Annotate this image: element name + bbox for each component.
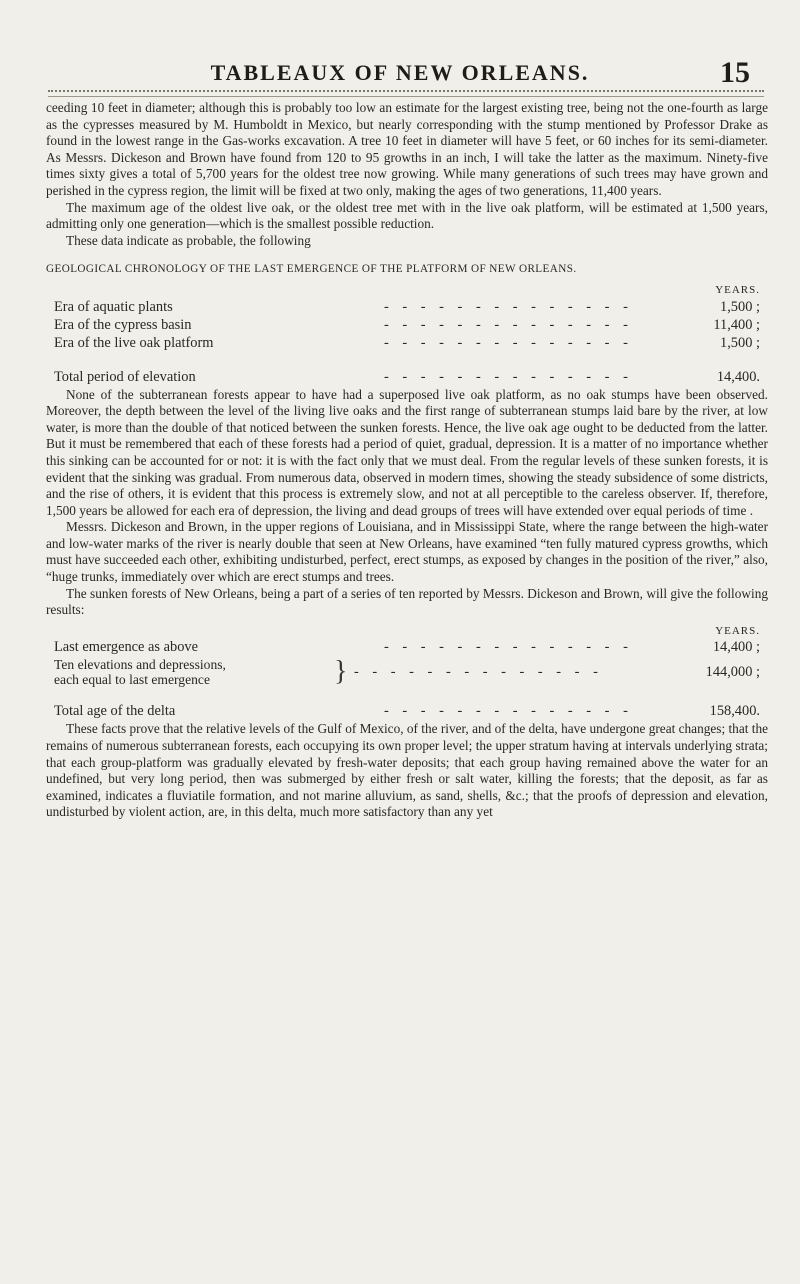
page-number: 15 [720, 56, 750, 89]
table-row [54, 639, 760, 657]
leader-dots: - - - - - - - - - - - - - - [354, 664, 603, 681]
running-head: TABLEAUX OF NEW ORLEANS. [210, 60, 590, 85]
chronology-title: GEOLOGICAL CHRONOLOGY OF THE LAST EMERGENCE OF THE PLATFORM OF NEW ORLEANS. [46, 263, 577, 276]
row-label-line: each equal to last emergence [54, 672, 210, 688]
row-value: 11,400 ; [713, 316, 760, 333]
total-row [54, 369, 760, 387]
years-label: YEARS. [715, 283, 760, 296]
chronology-table [54, 299, 760, 387]
table-row [54, 335, 760, 353]
paragraph: None of the subterranean forests appear to have had a superposed live oak platform, as no oak stumps have been observed. Moreover, the depth between the level of the living live oaks and the first range of subterranean stumps laid bare by the river, at low water, is more than the double of that noticed between the sunken forests. Hence, the live oak age ought to be deducted from the latter. But it must be remembered that each of these forests had a period of quiet, gradual, depression. It is a matter of no importance whether this sinking can be accounted for or not: it is with the fact only that we must deal. From the regular levels of these sunken forests, it is evident that the sinking was gradual. From numerous data, observed in modern times, showing the steady subsidence of some districts, and the rise of others, it is evident that this process is extremely slow, and not at all perceptible to the careless observer. If, therefore, 1,500 years be allowed for each era of depression, the living and dead groups of trees will have extended over equal periods of time . [46, 386, 768, 518]
paragraph: The maximum age of the oldest live oak, or the oldest tree met with in the live oak platform, will be estimated at 1,500 years, admitting only one generation—which is the smallest possible reduction. [46, 199, 768, 232]
total-value: 14,400. [716, 368, 760, 385]
paragraph: These data indicate as probable, the following [66, 232, 311, 248]
row-label [54, 657, 334, 687]
total-row [54, 703, 760, 721]
leader-dots: - - - - - - - - - - - - - - [384, 639, 633, 656]
total-label: Total period of elevation [54, 368, 196, 385]
row-value: 1,500 ; [720, 334, 760, 351]
paragraph: The sunken forests of New Orleans, being a part of a series of ten reported by Messrs. Dickeson and Brown, will give the following results: [46, 585, 768, 618]
paragraph: These facts prove that the relative levels of the Gulf of Mexico, of the river, and of the delta, have undergone great changes; that the remains of numerous subterranean forests, each occupying its own proper level; the upper stratum having at intervals underlying strata; that each group-platform was gradually elevated by fresh-water deposits; that each group having remained above the water for an undefined, but very long period, then was submerged by either fresh or salt water, killing the forests; that the deposit, as far as examined, indicates a fluviatile formation, and not marine alluvium, as sand, shells, &c.; that the proofs of depression and elevation, undisturbed by violent action, are, in this delta, much more satisfactory than any yet [46, 721, 768, 820]
page-body [46, 100, 768, 821]
row-label: Era of the live oak platform [54, 334, 214, 351]
leader-dots: - - - - - - - - - - - - - - [384, 334, 633, 351]
leader-dots: - - - - - - - - - - - - - - [384, 703, 633, 720]
total-value: 158,400. [709, 703, 760, 720]
row-label: Last emergence as above [54, 639, 198, 656]
row-label: Era of aquatic plants [54, 298, 173, 315]
leader-dots: - - - - - - - - - - - - - - [384, 298, 633, 315]
years-label: YEARS. [715, 624, 760, 637]
leader-dots: - - - - - - - - - - - - - - [384, 316, 633, 333]
delta-table [54, 639, 760, 721]
paragraph: Messrs. Dickeson and Brown, in the upper regions of Louisiana, and in Mississippi State, where the range between the high-water and low-water marks of the river is nearly double that seen at New Orleans, have examined “ten fully matured cypress growths, which must have succeeded each other, exhibiting undisturbed, perfect, erect stumps, as exposed by changes in the position of the river,” also, “huge trunks, immediately over which are erect stumps and trees. [46, 519, 768, 585]
table-row [54, 317, 760, 335]
row-value: 1,500 ; [720, 298, 760, 315]
total-label: Total age of the delta [54, 703, 176, 720]
row-label: Era of the cypress basin [54, 316, 192, 333]
row-value: 14,400 ; [712, 639, 760, 656]
paragraph: ceeding 10 feet in diameter; although this is probably too low an estimate for the largest existing tree, being not the one-fourth as large as the cypresses measured by M. Humboldt in Mexico, but nearly corresponding with the stump mentioned by Professor Drake as found in the lowest range in the Gas-works excavation. A tree 10 feet in diameter will have 5 feet, or 60 inches for its semi-diameter. As Messrs. Dickeson and Brown have found from 120 to 95 growths in an inch, I will take the latter as the maximum. Ninety-five times sixty gives a total of 5,700 years for the oldest tree now growing. While many generations of such trees may have grown and perished in the cypress region, the limit will be fixed at two only, making the ages of two generations, 11,400 years. [46, 100, 768, 198]
leader-dots: - - - - - - - - - - - - - - [384, 368, 633, 385]
row-label-line: Ten elevations and depressions, [54, 657, 226, 673]
table-row [54, 299, 760, 317]
row-value: 144,000 ; [705, 664, 760, 681]
table-row [54, 657, 760, 687]
brace-icon: } [334, 656, 348, 688]
header-rule [48, 90, 764, 97]
